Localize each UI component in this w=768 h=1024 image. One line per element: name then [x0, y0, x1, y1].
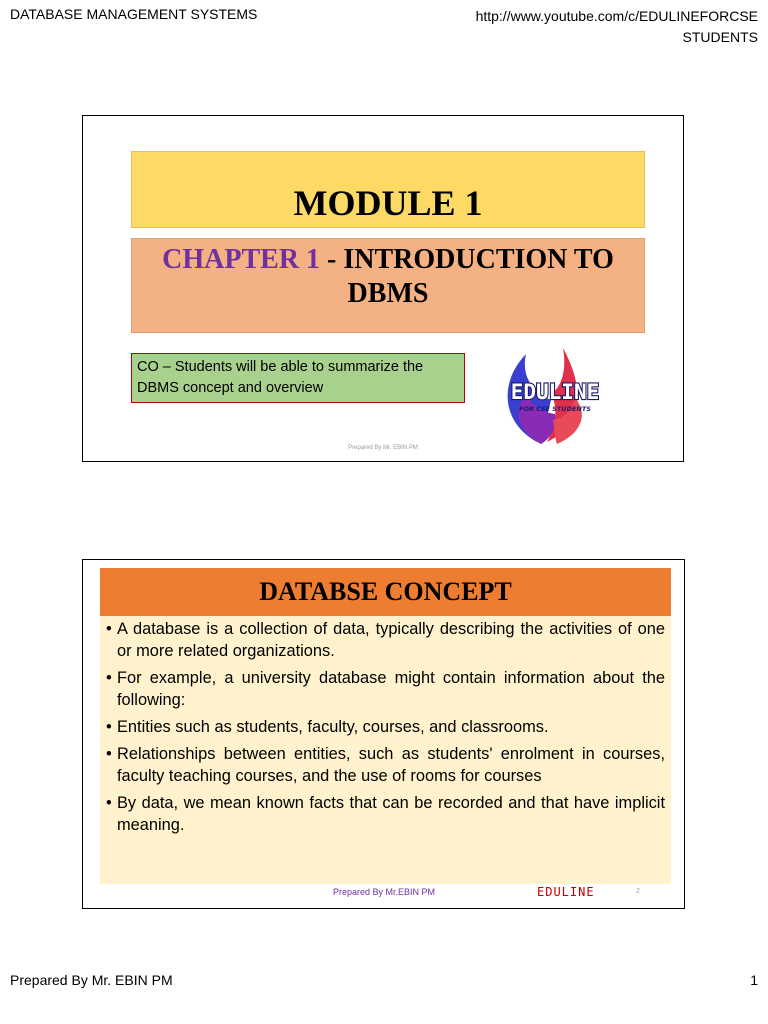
bullet-text: By data, we mean known facts that can be recorded and that have implicit meaning. — [117, 794, 665, 834]
list-item — [106, 743, 665, 787]
slide-2 — [82, 559, 685, 909]
list-item — [106, 716, 665, 738]
course-outcome: CO – Students will be able to summarize the DBMS concept and overview — [131, 353, 465, 403]
bullet-icon: • — [106, 745, 112, 763]
chapter-name: INTRODUCTION TO DBMS — [343, 244, 614, 309]
logo-wordmark: EDULINE — [510, 380, 600, 404]
slide2-eduline-mark: EDULINE — [537, 885, 595, 899]
chapter-number: CHAPTER 1 — [162, 244, 321, 275]
bullet-text: Relationships between entities, such as students' enrolment in courses, faculty teaching courses, and the use of rooms for courses — [117, 745, 665, 785]
footer-prepared-by: Prepared By Mr. EBIN PM — [10, 972, 173, 988]
list-item — [106, 667, 665, 711]
bullet-icon: • — [106, 620, 112, 638]
concept-title: DATABSE CONCEPT — [100, 568, 671, 616]
logo-subtext: FOR CSE STUDENTS — [519, 405, 591, 413]
bullet-icon: • — [106, 718, 112, 736]
bullet-text: Entities such as students, faculty, courses, and classrooms. — [117, 718, 549, 736]
slide2-prepared-by: Prepared By Mr.EBIN PM — [333, 887, 436, 897]
module-title: MODULE 1 — [131, 151, 645, 228]
slide-number: 2 — [636, 888, 640, 895]
page-number: 1 — [750, 972, 758, 988]
concept-panel — [100, 568, 671, 884]
chapter-title — [131, 238, 645, 333]
concept-bullets — [100, 616, 671, 836]
bullet-text: A database is a collection of data, typically describing the activities of one or more related organizations. — [117, 620, 665, 660]
header-url-line1: http://www.youtube.com/c/EDULINEFORCSE — [475, 8, 758, 24]
header-url[interactable] — [398, 6, 758, 48]
list-item — [106, 618, 665, 662]
header-title: DATABASE MANAGEMENT SYSTEMS — [10, 6, 258, 22]
header-url-line2: STUDENTS — [682, 29, 758, 45]
eduline-logo — [471, 342, 643, 447]
slide1-prepared-by: Prepared By Mr. EBIN PM — [348, 445, 418, 451]
chapter-dash: - — [320, 244, 344, 275]
slide-1 — [82, 115, 684, 462]
bullet-icon: • — [106, 669, 112, 687]
list-item — [106, 792, 665, 836]
bullet-icon: • — [106, 794, 112, 812]
bullet-text: For example, a university database might contain information about the following: — [117, 669, 665, 709]
